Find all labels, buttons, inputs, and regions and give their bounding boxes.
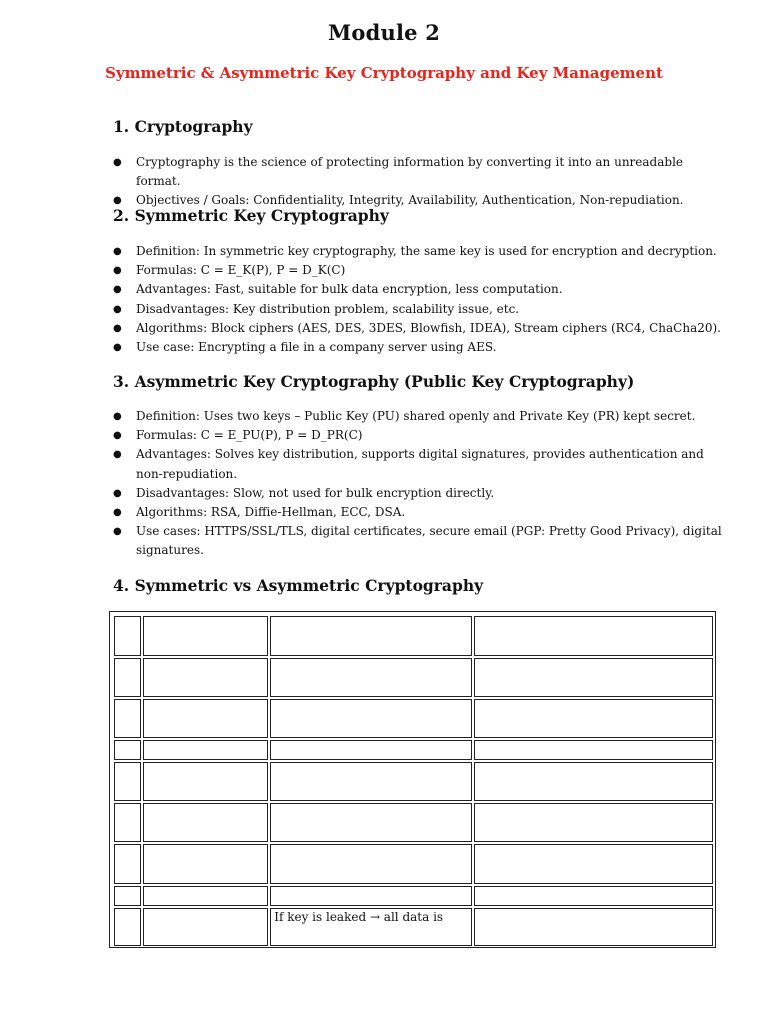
bullet-icon: ●	[113, 342, 122, 354]
table-cell: If key is leaked → all data is	[270, 908, 472, 946]
table-cell	[143, 658, 268, 697]
list-item: ● Formulas: C = E_PU(P), P = D_PR(C)	[113, 426, 723, 445]
section-heading-asymmetric: 3. Asymmetric Key Cryptography (Public Key Cryptography)	[113, 372, 635, 391]
table-cell	[474, 803, 713, 842]
section-list-symmetric	[113, 242, 723, 357]
table-row	[114, 762, 713, 801]
bullet-icon: ●	[113, 487, 122, 499]
table-cell	[474, 740, 713, 760]
table-cell	[270, 886, 472, 906]
list-item: ● Algorithms: Block ciphers (AES, DES, 3DES, Blowfish, IDEA), Stream ciphers (RC4, ChaCha20).	[113, 319, 723, 338]
table-cell	[143, 886, 268, 906]
table-cell	[270, 844, 472, 884]
bullet-icon: ●	[113, 322, 122, 334]
list-item: ● Disadvantages: Key distribution problem, scalability issue, etc.	[113, 300, 723, 319]
bullet-icon: ●	[113, 303, 122, 315]
table-cell	[270, 699, 472, 738]
list-item: ● Definition: In symmetric key cryptography, the same key is used for encryption and decryption.	[113, 242, 723, 261]
bullet-icon: ●	[113, 449, 122, 461]
table-cell	[114, 844, 141, 884]
table-row	[114, 886, 713, 906]
bullet-icon: ●	[113, 507, 122, 519]
table-cell	[143, 699, 268, 738]
list-item: ● Definition: Uses two keys – Public Key (PU) shared openly and Private Key (PR) kept secret.	[113, 407, 723, 426]
page-subtitle: Symmetric & Asymmetric Key Cryptography and Key Management	[105, 64, 663, 82]
table-cell	[474, 616, 713, 656]
table-row	[114, 844, 713, 884]
table-cell	[474, 658, 713, 697]
table-cell	[114, 616, 141, 656]
table-cell	[114, 803, 141, 842]
table-cell	[474, 908, 713, 946]
comparison-table-frame	[109, 611, 716, 948]
table-cell	[114, 762, 141, 801]
bullet-icon: ●	[113, 411, 122, 422]
bullet-icon: ●	[113, 246, 122, 257]
page-title: Module 2	[327, 20, 441, 45]
section-list-asymmetric	[113, 407, 723, 561]
table-row	[114, 699, 713, 738]
list-item: ● Cryptography is the science of protecting information by converting it into an unreadable format.	[113, 155, 684, 189]
table-cell	[270, 762, 472, 801]
list-item: ● Use cases: HTTPS/SSL/TLS, digital certificates, secure email (PGP: Pretty Good Privacy), digital signatures.	[113, 524, 722, 558]
bullet-icon: ●	[113, 430, 122, 442]
table-cell	[143, 908, 268, 946]
table-cell	[270, 658, 472, 697]
table-cell	[474, 699, 713, 738]
list-item: ● Algorithms: RSA, Diffie-Hellman, ECC, DSA.	[113, 503, 723, 522]
table-cell	[114, 886, 141, 906]
table-cell	[114, 908, 141, 946]
list-item: ● Advantages: Fast, suitable for bulk data encryption, less computation.	[113, 280, 723, 299]
table-row	[114, 803, 713, 842]
list-item: ● Objectives / Goals: Confidentiality, Integrity, Availability, Authentication, Non-repudiation.	[113, 191, 723, 210]
list-item: ● Advantages: Solves key distribution, supports digital signatures, provides authentication and non-repudiation.	[113, 447, 704, 481]
table-cell	[143, 740, 268, 760]
comparison-table	[112, 614, 715, 948]
list-item: ● Use case: Encrypting a file in a company server using AES.	[113, 338, 723, 357]
table-cell	[474, 762, 713, 801]
table-cell	[143, 844, 268, 884]
bullet-icon: ●	[113, 284, 122, 296]
table-cell	[143, 616, 268, 656]
table-row	[114, 616, 713, 656]
bullet-icon: ●	[113, 265, 122, 277]
table-cell	[143, 803, 268, 842]
table-cell	[270, 740, 472, 760]
section-heading-cryptography: 1. Cryptography	[113, 117, 253, 136]
bullet-icon: ●	[113, 526, 122, 538]
table-cell	[143, 762, 268, 801]
section-heading-comparison: 4. Symmetric vs Asymmetric Cryptography	[113, 576, 484, 595]
section-list-cryptography	[113, 153, 723, 211]
table-cell	[270, 616, 472, 656]
table-cell	[474, 844, 713, 884]
table-cell	[114, 699, 141, 738]
table-cell	[270, 803, 472, 842]
table-cell	[474, 886, 713, 906]
list-item: ● Formulas: C = E_K(P), P = D_K(C)	[113, 261, 723, 280]
table-cell	[114, 740, 141, 760]
table-row	[114, 658, 713, 697]
bullet-icon: ●	[113, 195, 122, 207]
table-row	[114, 908, 713, 946]
table-cell	[114, 658, 141, 697]
section-heading-symmetric: 2. Symmetric Key Cryptography	[113, 206, 389, 225]
list-item: ● Disadvantages: Slow, not used for bulk encryption directly.	[113, 484, 723, 503]
table-row	[114, 740, 713, 760]
bullet-icon: ●	[113, 157, 122, 168]
